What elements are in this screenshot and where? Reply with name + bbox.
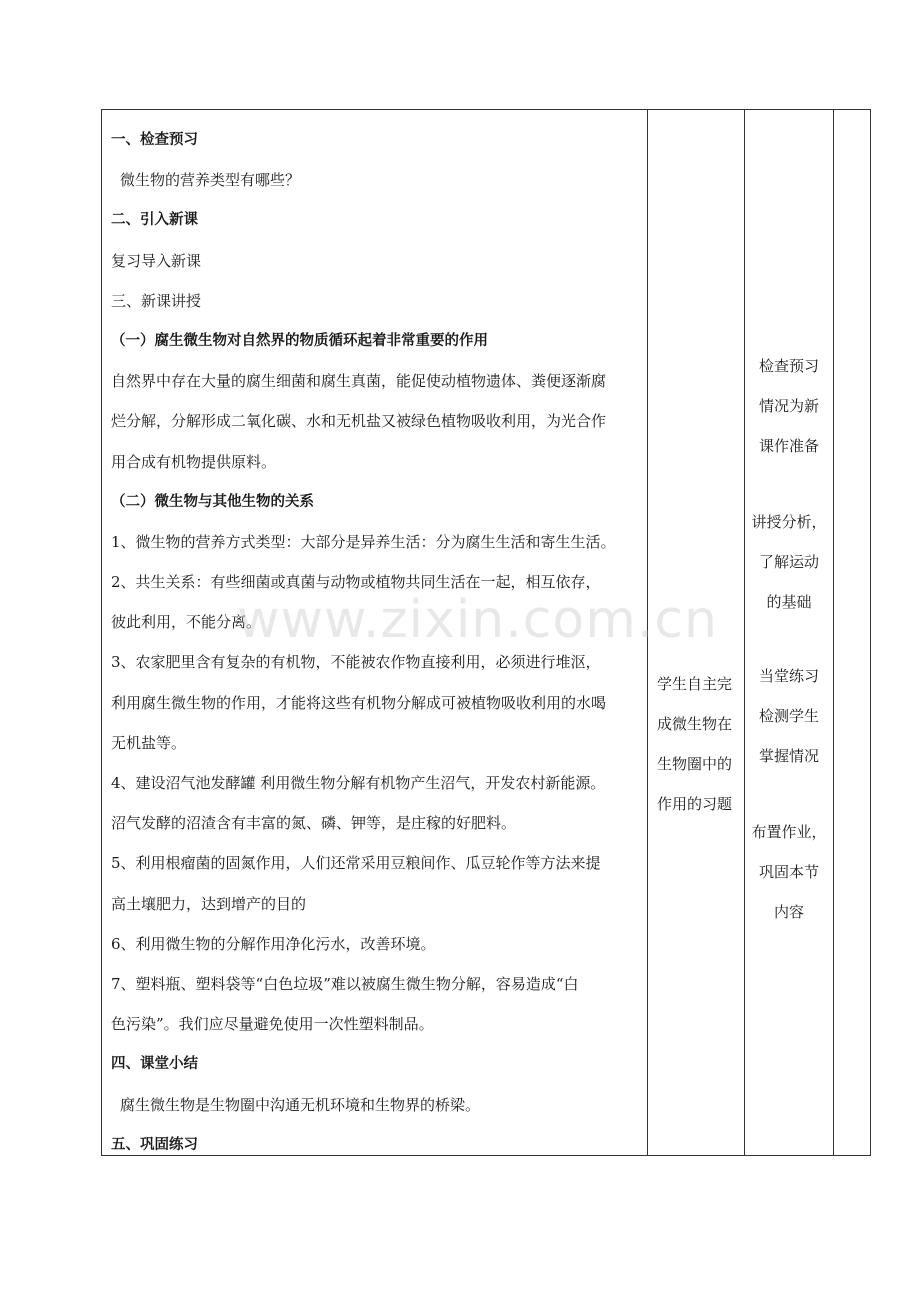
design-intent-line: 巩固本节 — [758, 863, 819, 881]
design-intent-group — [745, 346, 833, 466]
empty-column — [834, 110, 870, 1155]
content-line: （一）腐生微生物对自然界的物质循环起着非常重要的作用 — [111, 332, 488, 349]
content-line: 用合成有机物提供原料。 — [111, 452, 277, 471]
design-intent-line: 检测学生 — [758, 707, 819, 725]
content-line: 二、引入新课 — [111, 212, 198, 229]
content-line: 腐生微生物是生物圈中沟通无机环境和生物界的桥梁。 — [120, 1095, 481, 1114]
content-line: 无机盐等。 — [111, 733, 187, 752]
student-activity-line: 学生自主完 — [657, 675, 733, 693]
design-intent-line: 检查预习 — [758, 357, 819, 375]
lesson-content-column — [102, 110, 648, 1155]
student-activity-column — [648, 110, 745, 1155]
design-intent-line: 了解运动 — [758, 553, 819, 571]
content-line: 利用腐生微生物的作用，才能将这些有机物分解成可被植物吸收利用的水喝 — [111, 693, 607, 712]
watermark-text: www.zixin.com.cn — [237, 590, 718, 650]
student-activity-text — [648, 664, 744, 824]
content-line: 三、新课讲授 — [111, 291, 202, 310]
student-activity-line: 生物圈中的 — [657, 755, 733, 773]
design-intent-line: 掌握情况 — [758, 747, 819, 765]
content-line: 自然界中存在大量的腐生细菌和腐生真菌，能促使动植物遗体、粪便逐渐腐 — [111, 372, 607, 391]
content-line: 五、巩固练习 — [111, 1136, 198, 1153]
content-line: 3、农家肥里含有复杂的有机物，不能被农作物直接利用，必须进行堆沤， — [111, 653, 601, 672]
design-intent-line: 情况为新 — [758, 397, 819, 415]
content-line: 色污染”。我们应尽量避免使用一次性塑料制品。 — [111, 1015, 434, 1034]
content-line: 高土壤肥力，达到增产的目的 — [111, 894, 307, 913]
design-intent-line: 的基础 — [766, 593, 812, 611]
student-activity-line: 作用的习题 — [657, 795, 733, 813]
design-intent-column — [745, 110, 834, 1155]
content-line: 1、微生物的营养方式类型：大部分是异养生活：分为腐生生活和寄生生活。 — [111, 532, 616, 551]
design-intent-line: 内容 — [773, 903, 804, 921]
content-line: 4、建设沼气池发酵罐 利用微生物分解有机物产生沼气，开发农村新能源。 — [111, 774, 606, 792]
student-activity-line: 成微生物在 — [657, 715, 733, 733]
lesson-plan-table — [101, 109, 871, 1156]
design-intent-group — [745, 656, 833, 776]
content-line: 2、共生关系：有些细菌或真菌与动物或植物共同生活在一起，相互依存， — [111, 573, 601, 592]
content-line: 沼气发酵的沼渣含有丰富的氮、磷、钾等，是庄稼的好肥料。 — [111, 814, 517, 833]
content-line: 6、利用微生物的分解作用净化污水，改善环境。 — [111, 934, 436, 953]
design-intent-line: 布置作业， — [751, 823, 827, 841]
content-line: 7、塑料瓶、塑料袋等“白色垃圾”难以被腐生微生物分解，容易造成“白 — [111, 974, 579, 993]
design-intent-line: 课作准备 — [758, 437, 819, 455]
design-intent-group — [745, 502, 833, 622]
design-intent-line: 讲授分析， — [751, 513, 827, 531]
content-line: 复习导入新课 — [111, 251, 202, 270]
design-intent-group — [745, 812, 833, 932]
content-line: 微生物的营养类型有哪些？ — [120, 171, 301, 190]
design-intent-line: 当堂练习 — [758, 667, 819, 685]
content-line: 彼此利用，不能分离。 — [111, 613, 262, 632]
content-line: 5、利用根瘤菌的固氮作用，人们还常采用豆粮间作、瓜豆轮作等方法来提 — [111, 854, 601, 873]
content-line: 烂分解，分解形成二氧化碳、水和无机盐又被绿色植物吸收利用，为光合作 — [111, 412, 607, 431]
content-line: 四、课堂小结 — [111, 1056, 198, 1073]
content-line: （二）微生物与其他生物的关系 — [111, 493, 314, 510]
content-line: 一、检查预习 — [111, 132, 198, 148]
